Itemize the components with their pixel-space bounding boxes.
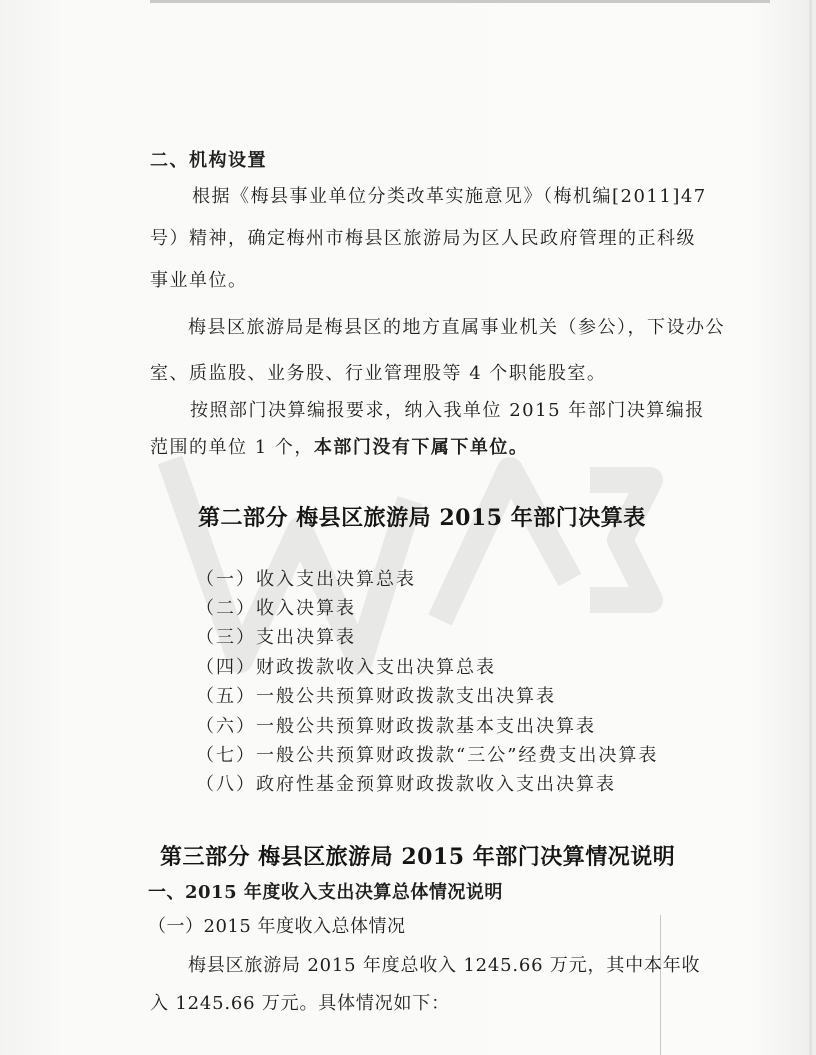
org-para3-line2 [150, 436, 528, 460]
section-heading-org: 二、机构设置 [150, 150, 267, 171]
org-para1-line3: 事业单位。 [150, 270, 248, 291]
org-para2-line2: 室、质监股、业务股、行业管理股等 4 个职能股室。 [150, 363, 607, 384]
org-para2-line1: 梅县区旅游局是梅县区的地方直属事业机关（参公），下设办公 [188, 317, 725, 338]
org-para1-line2: 号）精神，确定梅州市梅县区旅游局为区人民政府管理的正科级 [150, 228, 696, 249]
part2-title: 第二部分 梅县区旅游局 2015 年部门决算表 [198, 505, 646, 531]
part2-list-item: （八）政府性基金预算财政拨款收入支出决算表 [196, 774, 616, 795]
scan-top-edge [150, 0, 770, 3]
org-para3-line2-part-b: 本部门没有下属下单位。 [313, 437, 529, 458]
scan-right-edge [809, 0, 812, 1055]
part3-para-line1: 梅县区旅游局 2015 年度总收入 1245.66 万元，其中本年收 [188, 955, 701, 976]
scan-artifact-line [660, 915, 661, 1055]
part2-list-item: （五）一般公共预算财政拨款支出决算表 [196, 686, 556, 707]
org-para1-line1: 根据《梅县事业单位分类改革实施意见》（梅机编[2011]47 [192, 186, 707, 207]
part3-para-line2: 入 1245.66 万元。具体情况如下： [150, 993, 450, 1014]
part2-list-item: （三）支出决算表 [196, 627, 356, 648]
org-para3-line2-part-a: 范围的单位 1 个， [150, 437, 314, 458]
part3-subheading: 一、2015 年度收入支出决算总体情况说明 [148, 882, 503, 903]
org-para3-line1: 按照部门决算编报要求，纳入我单位 2015 年部门决算编报 [190, 400, 705, 421]
part2-list-item: （二）收入决算表 [196, 598, 356, 619]
part2-list-item: （一）收入支出决算总表 [196, 569, 416, 590]
part2-list-item: （四）财政拨款收入支出决算总表 [196, 657, 496, 678]
part3-title: 第三部分 梅县区旅游局 2015 年部门决算情况说明 [160, 844, 676, 870]
part3-subsubheading: （一）2015 年度收入总体情况 [148, 916, 406, 937]
part2-list-item: （六）一般公共预算财政拨款基本支出决算表 [196, 716, 596, 737]
part2-list-item: （七）一般公共预算财政拨款“三公”经费支出决算表 [196, 745, 659, 766]
